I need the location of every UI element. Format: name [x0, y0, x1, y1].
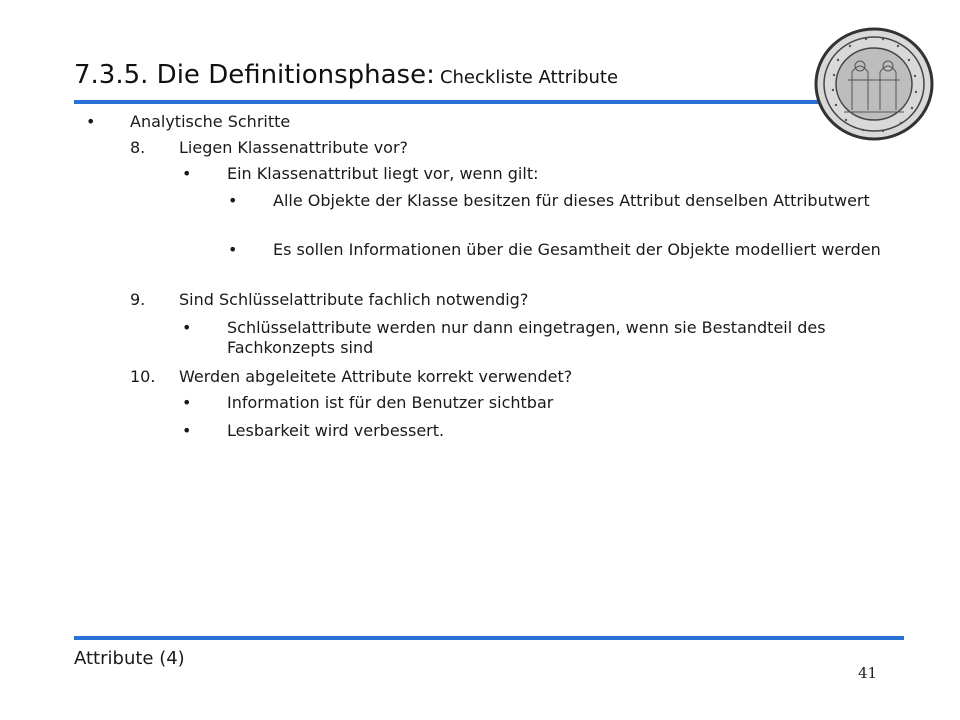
list-item: Lesbarkeit wird verbessert.: [227, 421, 445, 440]
list-number: 8.: [130, 138, 146, 157]
list-item: Schlüsselattribute werden nur dann eingetragen, wenn sie Bestandteil des Fachkonzepts sind: [227, 318, 826, 357]
footer-label: Attribute (4): [74, 648, 185, 669]
list-number: 10.: [130, 367, 156, 386]
bullet-marker: •: [182, 393, 192, 412]
bullet-marker: •: [182, 421, 192, 440]
bullet-marker: •: [182, 164, 192, 183]
footer-rule: [74, 636, 904, 640]
bullet-marker: •: [86, 112, 96, 131]
list-item: Information ist für den Benutzer sichtbar: [227, 393, 554, 412]
list-item: Liegen Klassenattribute vor?: [179, 138, 409, 157]
title-sub: Checkliste Attribute: [439, 67, 619, 88]
page-number: 41: [858, 664, 878, 682]
bullet-marker: •: [228, 240, 238, 259]
list-item: Alle Objekte der Klasse besitzen für dieses Attribut denselben Attributwert: [273, 191, 870, 210]
slide-title: [74, 60, 618, 90]
university-seal-icon: [808, 20, 938, 142]
bullet-marker: •: [182, 318, 192, 337]
list-item: Werden abgeleitete Attribute korrekt verwendet?: [179, 367, 573, 386]
bullet-marker: •: [228, 191, 238, 210]
list-item: Analytische Schritte: [130, 112, 291, 131]
list-number: 9.: [130, 290, 146, 309]
list-item: Ein Klassenattribut liegt vor, wenn gilt:: [227, 164, 539, 183]
title-main: 7.3.5. Die Definitionsphase:: [74, 60, 435, 90]
title-rule: [74, 100, 830, 104]
list-item: Es sollen Informationen über die Gesamtheit der Objekte modelliert werden: [273, 240, 881, 259]
list-item: Sind Schlüsselattribute fachlich notwendig?: [179, 290, 529, 309]
